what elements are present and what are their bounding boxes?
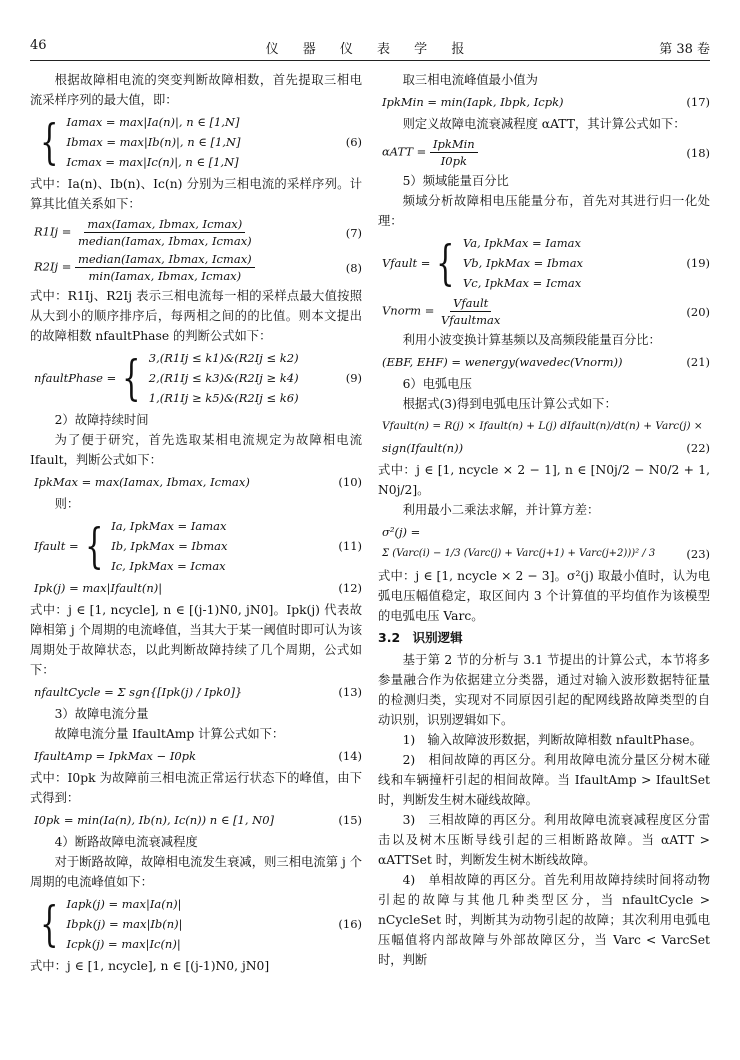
- equation-number: (10): [338, 475, 362, 489]
- equation-18: [378, 136, 710, 169]
- subsection-title: 6）电弧电压: [402, 377, 472, 391]
- equation-10: [30, 472, 362, 492]
- equation-19: Vfault = { Va, IpkMax = Iamax Vb, IpkMax = Ibmax Vc, IpkMax = Icmax (19): [382, 235, 710, 291]
- equation-7: [30, 216, 362, 249]
- equation-lhs: R2Ij =: [34, 259, 72, 274]
- left-column: [30, 70, 362, 976]
- equation-line: Vc, IpkMax = Icmax: [462, 276, 582, 290]
- equation-body: Vfault(n) = R(j) × Ifault(n) + L(j) dIfault(n)/dt(n) + Varc(j) ×: [382, 420, 703, 432]
- equation-lhs: Ifault =: [34, 539, 79, 553]
- paragraph: 则：: [54, 497, 80, 511]
- page-number: 46: [30, 38, 47, 53]
- denominator: I0pk: [440, 154, 467, 168]
- right-column: [378, 70, 710, 970]
- equation-6: { Iamax = max|Ia(n)|, n ∈ [1,N] Ibmax = max|Ib(n)|, n ∈ [1,N] Icmax = max|Ic(n)|, n ∈ [1,N] (6): [40, 114, 362, 170]
- journal-title: 仪 器 仪 表 学 报: [265, 42, 475, 57]
- equation-body: σ²(j) =: [382, 525, 421, 539]
- paragraph: 故障电流分量 IfaultAmp 计算公式如下：: [54, 727, 285, 741]
- equation-line: 1,(R1Ij ≥ k5)&(R2Ij ≤ k6): [148, 391, 299, 405]
- denominator: median(Iamax, Ibmax, Icmax): [78, 234, 252, 248]
- paragraph: 则定义故障电流衰减程度 αATT，其计算公式如下：: [402, 117, 686, 131]
- equation-number: (8): [345, 260, 362, 275]
- equation-number: (19): [686, 256, 710, 270]
- numerator: Vfault: [450, 295, 491, 312]
- equation-line: 2,(R1Ij ≤ k3)&(R2Ij ≥ k4): [148, 371, 299, 385]
- equation-20: [378, 295, 710, 328]
- equation-body: sign(Ifault(n)): [382, 441, 464, 455]
- equation-body: IpkMax = max(Iamax, Ibmax, Icmax): [34, 475, 250, 489]
- paragraph: 取三相电流峰值最小值为: [402, 73, 538, 87]
- numerator: median(Iamax, Ibmax, Icmax): [75, 251, 255, 268]
- paragraph: 根据故障相电流的突变判断故障相数，首先提取三相电流采样序列的最大值，即：: [30, 73, 362, 107]
- paragraph: 式中：Ia(n)、Ib(n)、Ic(n) 分别为三相电流的采样序列。计算其比值关系如下：: [30, 177, 362, 211]
- equation-12: [30, 578, 362, 598]
- paragraph: 根据式(3)得到电弧电压计算公式如下：: [402, 397, 617, 411]
- equation-line: Icmax = max|Ic(n)|, n ∈ [1,N]: [66, 155, 239, 169]
- paragraph: 式中：j ∈ [1, ncycle], n ∈ [(j-1)N0, jN0]。Ipk(j) 代表故障相第 j 个周期的电流峰值，当其大于某一阈值时即可认为该周期处于故障状态，以此判断故障持续了几个周期，公式如下：: [30, 603, 362, 677]
- equation-number: (17): [686, 95, 710, 109]
- header-rule: [30, 60, 710, 61]
- equation-13: [30, 682, 362, 702]
- subsection-title: 5）频域能量百分比: [402, 174, 509, 188]
- paragraph: 利用小波变换计算基频以及高频段能量百分比：: [402, 333, 661, 347]
- section-title: 3.2 识别逻辑: [378, 630, 463, 645]
- equation-16: { Iapk(j) = max|Ia(n)| Ibpk(j) = max|Ib(n)| Icpk(j) = max|Ic(n)| (16): [40, 896, 362, 952]
- equation-9: nfaultPhase = { 3,(R1Ij ≤ k1)&(R2Ij ≤ k2) 2,(R1Ij ≤ k3)&(R2Ij ≥ k4) 1,(R1Ij ≥ k5)&(R2Ij ≤ k6) (9): [34, 350, 362, 406]
- equation-body: (EBF, EHF) = wenergy(wavedec(Vnorm)): [382, 355, 623, 369]
- paragraph: 频域分析故障相电压能量分布，首先对其进行归一化处理：: [378, 194, 710, 228]
- list-item: 1) 输入故障波形数据，判断故障相数 nfaultPhase。: [402, 733, 702, 747]
- paragraph: 式中：j ∈ [1, ncycle × 2 − 1], n ∈ [N0j/2 − N0/2 + 1, N0j/2]。: [378, 463, 710, 497]
- equation-body: I0pk = min(Ia(n), Ib(n), Ic(n)) n ∈ [1, N0]: [34, 813, 275, 827]
- paragraph: 式中：j ∈ [1, ncycle], n ∈ [(j-1)N0, jN0]: [30, 959, 270, 973]
- page-header: [30, 38, 710, 58]
- equation-lhs: R1Ij =: [34, 224, 72, 239]
- equation-line: Ibpk(j) = max|Ib(n)|: [66, 917, 183, 931]
- equation-line: Vb, IpkMax = Ibmax: [462, 256, 584, 270]
- denominator: min(Iamax, Ibmax, Icmax): [88, 269, 242, 283]
- equation-number: (15): [338, 813, 362, 827]
- equation-number: (11): [338, 539, 362, 553]
- paragraph: 式中：I0pk 为故障前三相电流正常运行状态下的峰值，由下式得到：: [30, 771, 362, 805]
- equation-line: Ic, IpkMax = Icmax: [111, 559, 226, 573]
- numerator: IpkMin: [430, 136, 478, 153]
- equation-line: Va, IpkMax = Iamax: [462, 236, 581, 250]
- list-item: 4) 单相故障的再区分。首先利用故障持续时间将动物引起的故障与其他几种类型区分，当 nfaultCycle > nCycleSet 时，判断其为动物引起的故障；其次利用电弧电压幅值将内部故障与外部故障区分，当 Varc < VarcSet 时，判断: [378, 873, 710, 967]
- denominator: Vfaultmax: [441, 313, 501, 327]
- equation-number: (18): [686, 145, 710, 160]
- equation-number: (21): [686, 355, 710, 369]
- equation-line: 3,(R1Ij ≤ k1)&(R2Ij ≤ k2): [148, 351, 299, 365]
- equation-lhs: nfaultPhase =: [34, 371, 117, 385]
- equation-line: Icpk(j) = max|Ic(n)|: [66, 937, 181, 951]
- equation-number: (6): [345, 135, 362, 149]
- equation-14: [30, 746, 362, 766]
- equation-line: Iamax = max|Ia(n)|, n ∈ [1,N]: [66, 115, 240, 129]
- subsection-title: 3）故障电流分量: [54, 707, 149, 721]
- paragraph: 对于断路故障，故障相电流发生衰减，则三相电流第 j 个周期的电流峰值如下：: [30, 855, 362, 889]
- paragraph: 式中：j ∈ [1, ncycle × 2 − 3]。σ²(j) 取最小值时，认为电弧电压幅值稳定，取区间内 3 个计算值的平均值作为该模型的电弧电压 Varc。: [378, 569, 710, 623]
- equation-line: Iapk(j) = max|Ia(n)|: [66, 897, 182, 911]
- equation-number: (20): [686, 304, 710, 319]
- equation-number: (23): [686, 547, 710, 561]
- subsection-title: 2）故障持续时间: [54, 413, 149, 427]
- paragraph: 利用最小二乘法求解，并计算方差：: [402, 503, 600, 517]
- equation-number: (9): [345, 371, 362, 385]
- list-item: 3) 三相故障的再区分。利用故障电流衰减程度区分雷击以及树木压断导线引起的三相断路故障。当 αATT > αATTSet 时，判断发生树木断线故障。: [378, 813, 710, 867]
- equation-body: Ipk(j) = max|Ifault(n)|: [34, 581, 163, 595]
- subsection-title: 4）断路故障电流衰减程度: [54, 835, 198, 849]
- equation-lhs: αATT =: [382, 144, 427, 159]
- equation-number: (12): [338, 581, 362, 595]
- equation-body: Σ (Varc(i) − 1/3 (Varc(j) + Varc(j+1) + Varc(j+2)))² / 3: [382, 548, 656, 559]
- equation-23a: [378, 522, 710, 542]
- equation-number: (13): [338, 685, 362, 699]
- equation-line: Ia, IpkMax = Iamax: [111, 519, 227, 533]
- equation-8: [30, 251, 362, 284]
- equation-number: (16): [338, 917, 362, 931]
- volume-label: 第 38 卷: [659, 42, 710, 57]
- equation-23: [378, 544, 710, 564]
- list-item: 2) 相间故障的再区分。利用故障电流分量区分树木碰线和车辆撞杆引起的相间故障。当 IfaultAmp > IfaultSet 时，判断发生树木碰线故障。: [378, 753, 710, 807]
- equation-lhs: Vnorm =: [382, 303, 435, 318]
- equation-21: [378, 352, 710, 372]
- equation-number: (14): [338, 749, 362, 763]
- equation-17: [378, 92, 710, 112]
- equation-number: (7): [345, 225, 362, 240]
- equation-11: Ifault = { Ia, IpkMax = Iamax Ib, IpkMax = Ibmax Ic, IpkMax = Icmax (11): [34, 518, 362, 574]
- paragraph: 为了便于研究，首先选取某相电流规定为故障相电流 Ifault，判断公式如下：: [30, 433, 362, 467]
- paragraph: 基于第 2 节的分析与 3.1 节提出的计算公式，本节将多参量融合作为依据建立分类器，通过对输入波形数据特征量的检测归类，实现对不同原因引起的配网线路故障类型的自动识别，识别逻辑如下。: [378, 653, 710, 727]
- paragraph: 式中：R1Ij、R2Ij 表示三相电流每一相的采样点最大值按照从大到小的顺序排序后，每两相之间的的比值。则本文提出的故障相数 nfaultPhase 的判断公式如下：: [30, 289, 362, 343]
- equation-body: IpkMin = min(Iapk, Ibpk, Icpk): [382, 95, 564, 109]
- equation-line: Ibmax = max|Ib(n)|, n ∈ [1,N]: [66, 135, 241, 149]
- equation-line: Ib, IpkMax = Ibmax: [111, 539, 228, 553]
- numerator: max(Iamax, Ibmax, Icmax): [84, 216, 245, 233]
- equation-22a: [378, 416, 710, 436]
- equation-22: [378, 438, 710, 458]
- equation-15: [30, 810, 362, 830]
- equation-number: (22): [686, 441, 710, 455]
- equation-body: nfaultCycle = Σ sgn{[Ipk(j) / Ipk0]}: [34, 685, 243, 699]
- equation-body: IfaultAmp = IpkMax − I0pk: [34, 749, 197, 763]
- equation-lhs: Vfault =: [382, 256, 431, 270]
